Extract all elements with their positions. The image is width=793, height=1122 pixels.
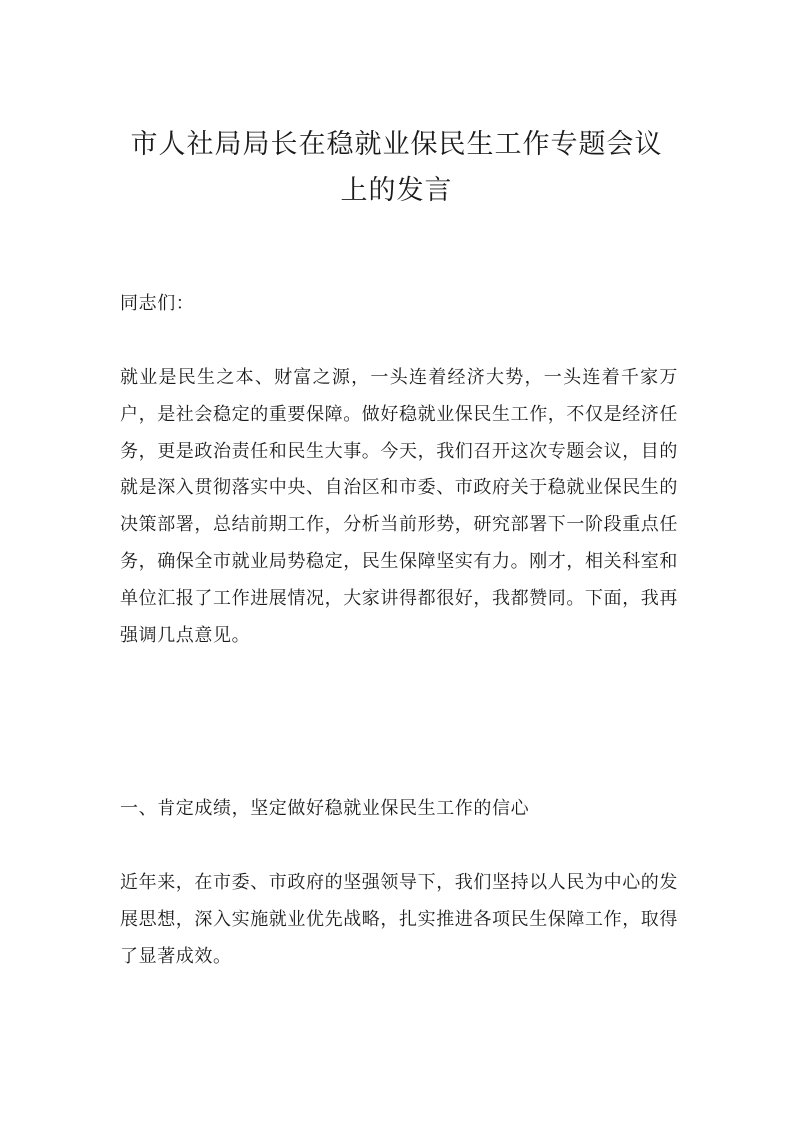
salutation: 同志们： (120, 293, 195, 314)
section-heading: 一、肯定成绩，坚定做好稳就业保民生工作的信心 (120, 798, 530, 819)
section-paragraph: 近年来，在市委、市政府的坚强领导下，我们坚持以人民为中心的发展思想，深入实施就业优先战略，扎实推进各项民生保障工作，取得了显著成效。 (120, 872, 678, 967)
document-title: 市人社局局长在稳就业保民生工作专题会议上的发言 (130, 129, 663, 206)
opening-paragraph: 就业是民生之本、财富之源，一头连着经济大势，一头连着千家万户，是社会稳定的重要保障。做好稳就业保民生工作，不仅是经济任务，更是政治责任和民生大事。今天，我们召开这次专题会议，目的就是深入贯彻落实中央、自治区和市委、市政府关于稳就业保民生的决策部署，总结前期工作，分析当前形势，研究部署下一阶段重点任务，确保全市就业局势稳定，民生保障坚实有力。刚才，相关科室和单位汇报了工作进展情况，大家讲得都很好，我都赞同。下面，我再强调几点意见。 (120, 367, 678, 646)
